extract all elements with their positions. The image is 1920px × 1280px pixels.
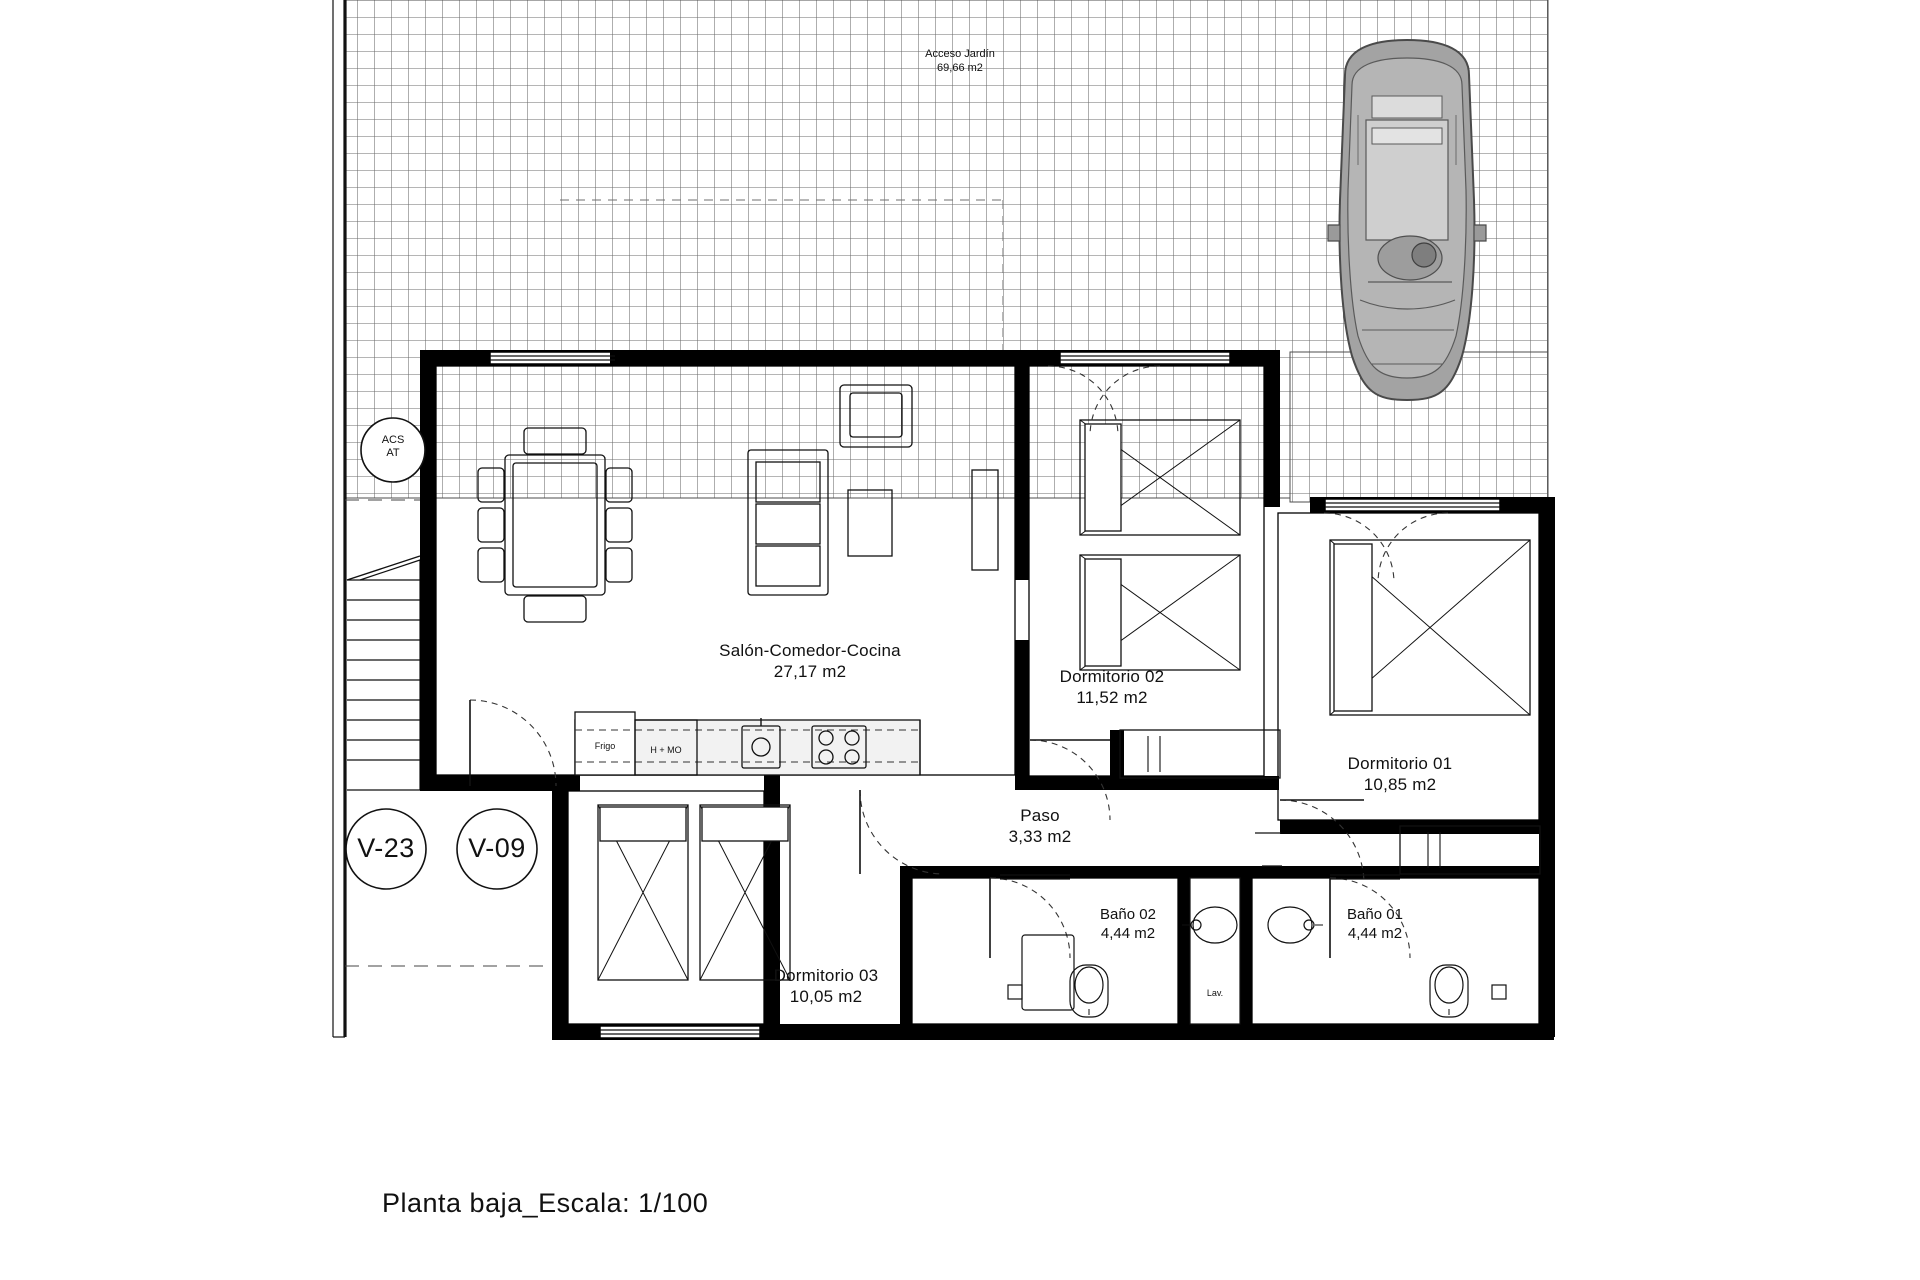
room-label-salon-comedor-cocina [719,640,901,683]
fixture-label-horno-microondas: H + MO [650,745,682,755]
room-name: Dormitorio 02 [1059,667,1165,686]
dormitorio-01-bed [1330,540,1530,715]
kitchen [575,712,920,775]
room-label-dormitorio-02 [1060,666,1165,709]
room-name: Dormitorio 03 [773,966,879,985]
mark-v-23: V-23 [357,833,415,863]
room-area: 10,85 m2 [1363,775,1437,795]
acs-line-1: ACS [381,434,405,446]
room-label-bano-01 [1347,906,1403,944]
drawing-caption: Planta baja_Escala: 1/100 [382,1188,709,1218]
room-name: Acceso Jardín [925,48,995,60]
room-area: 4,44 m2 [1100,924,1156,942]
exterior-stair [347,556,420,790]
room-label-paso [1009,805,1072,848]
room-area: 4,44 m2 [1347,924,1403,942]
car-illustration [1328,40,1486,400]
fixture-label-frigo: Frigo [594,741,616,751]
room-label-dormitorio-01 [1348,753,1453,796]
room-area: 11,52 m2 [1076,688,1148,708]
room-label-bano-02 [1100,906,1156,944]
mark-v-09: V-09 [468,833,526,863]
laundry-cell [1190,878,1240,1024]
acs-line-2: AT [386,446,400,459]
paso-details [1255,833,1282,866]
fixture-label-lavadero: Lav. [1206,988,1224,998]
acs-at-marker [361,434,425,459]
room-label-dormitorio-03 [774,965,879,1008]
room-label-acceso-jardin [925,48,995,76]
room-name: Baño 01 [1347,906,1403,923]
room-area: 3,33 m2 [1008,827,1072,847]
room-area: 27,17 m2 [773,662,847,682]
room-name: Dormitorio 01 [1347,754,1453,773]
room-name: Salón-Comedor-Cocina [719,641,901,660]
wardrobes [1120,730,1540,874]
dormitorio-03-beds [598,805,790,980]
room-name: Baño 02 [1100,906,1156,923]
room-area: 69,66 m2 [937,61,983,74]
room-name: Paso [1020,806,1060,825]
room-area: 10,05 m2 [789,987,863,1007]
